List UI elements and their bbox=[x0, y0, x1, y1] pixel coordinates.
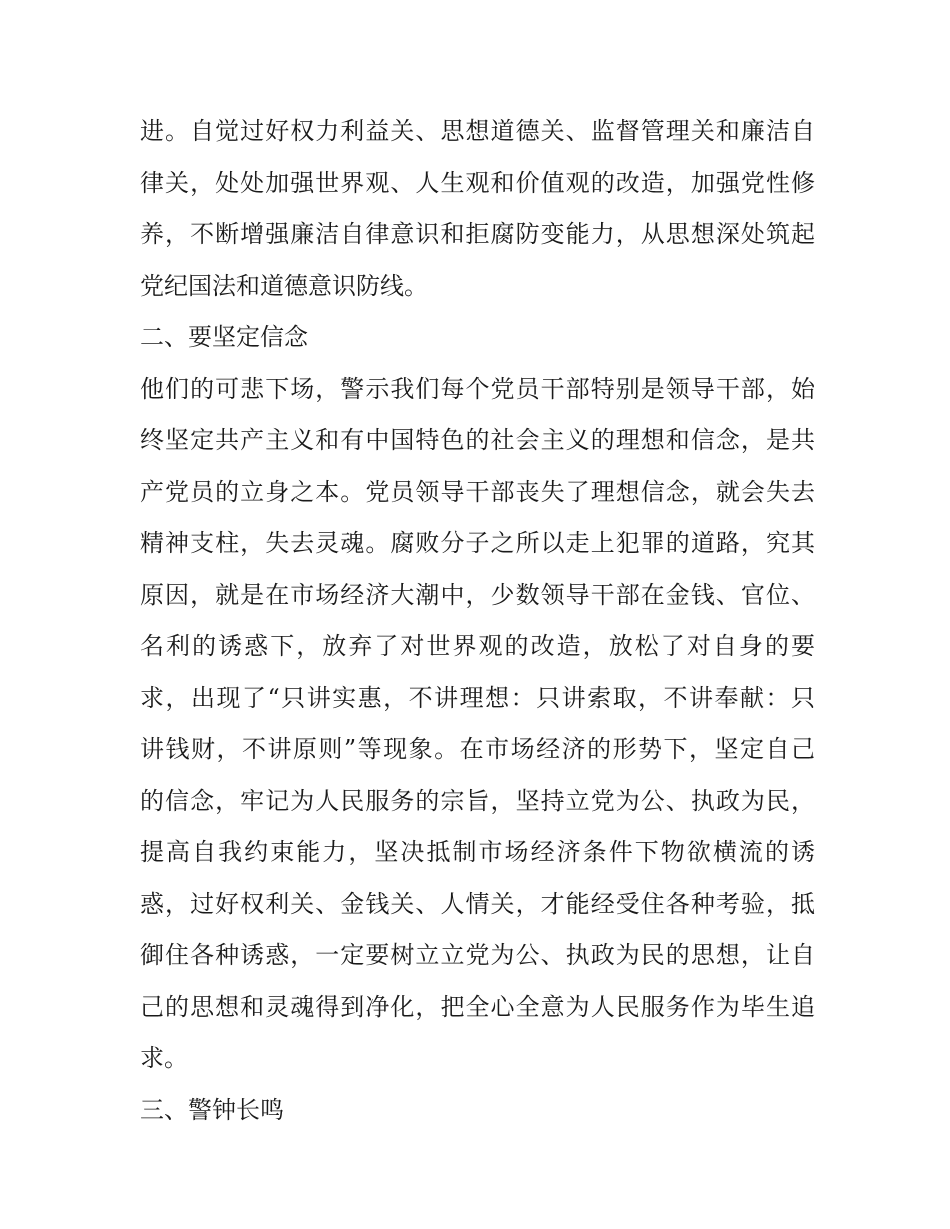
paragraph-line: 精神支柱，失去灵魂。腐败分子之所以走上犯罪的道路，究其 bbox=[140, 529, 815, 557]
paragraph-line: 己的思想和灵魂得到净化，把全心全意为人民服务作为毕生追 bbox=[140, 992, 815, 1021]
section-heading-3 bbox=[140, 1085, 815, 1137]
paragraph-firm-belief bbox=[140, 364, 815, 1085]
paragraph-line: 御住各种诱惑，一定要树立立党为公、执政为民的思想，让自 bbox=[140, 941, 815, 969]
heading-text: 二、要坚定信念 bbox=[140, 323, 308, 351]
paragraph-line: 求。 bbox=[140, 1044, 188, 1072]
paragraph-line: 产党员的立身之本。党员领导干部丧失了理想信念，就会失去 bbox=[140, 477, 815, 506]
paragraph-line: 的信念，牢记为人民服务的宗旨，坚持立党为公、执政为民， bbox=[140, 786, 815, 815]
paragraph-line: 养，不断增强廉洁自律意识和拒腐防变能力，从思想深处筑起 bbox=[140, 220, 815, 248]
paragraph-line: 提高自我约束能力，坚决抵制市场经济条件下物欲横流的诱 bbox=[140, 838, 815, 866]
paragraph-continuation bbox=[140, 106, 815, 312]
paragraph-line: 求，出现了“只讲实惠，不讲理想：只讲索取，不讲奉献：只 bbox=[140, 683, 815, 712]
paragraph-line: 终坚定共产主义和有中国特色的社会主义的理想和信念，是共 bbox=[140, 426, 815, 454]
paragraph-line: 惑，过好权利关、金钱关、人情关，才能经受住各种考验，抵 bbox=[140, 889, 815, 918]
section-heading-2 bbox=[140, 312, 815, 364]
paragraph-line: 进。自觉过好权力利益关、思想道德关、监督管理关和廉洁自 bbox=[140, 117, 815, 145]
paragraph-line: 他们的可悲下场，警示我们每个党员干部特别是领导干部，始 bbox=[140, 374, 815, 403]
document-page bbox=[140, 106, 815, 1136]
paragraph-line: 党纪国法和道德意识防线。 bbox=[140, 271, 428, 300]
paragraph-line: 原因，就是在市场经济大潮中，少数领导干部在金钱、官位、 bbox=[140, 580, 815, 609]
paragraph-line: 律关，处处加强世界观、人生观和价值观的改造，加强党性修 bbox=[140, 168, 815, 197]
heading-text: 三、警钟长鸣 bbox=[140, 1095, 284, 1124]
document-body bbox=[140, 106, 815, 1136]
paragraph-line: 讲钱财，不讲原则”等现象。在市场经济的形势下，坚定自己 bbox=[140, 735, 815, 763]
paragraph-line: 名利的诱惑下，放弃了对世界观的改造，放松了对自身的要 bbox=[140, 632, 815, 660]
